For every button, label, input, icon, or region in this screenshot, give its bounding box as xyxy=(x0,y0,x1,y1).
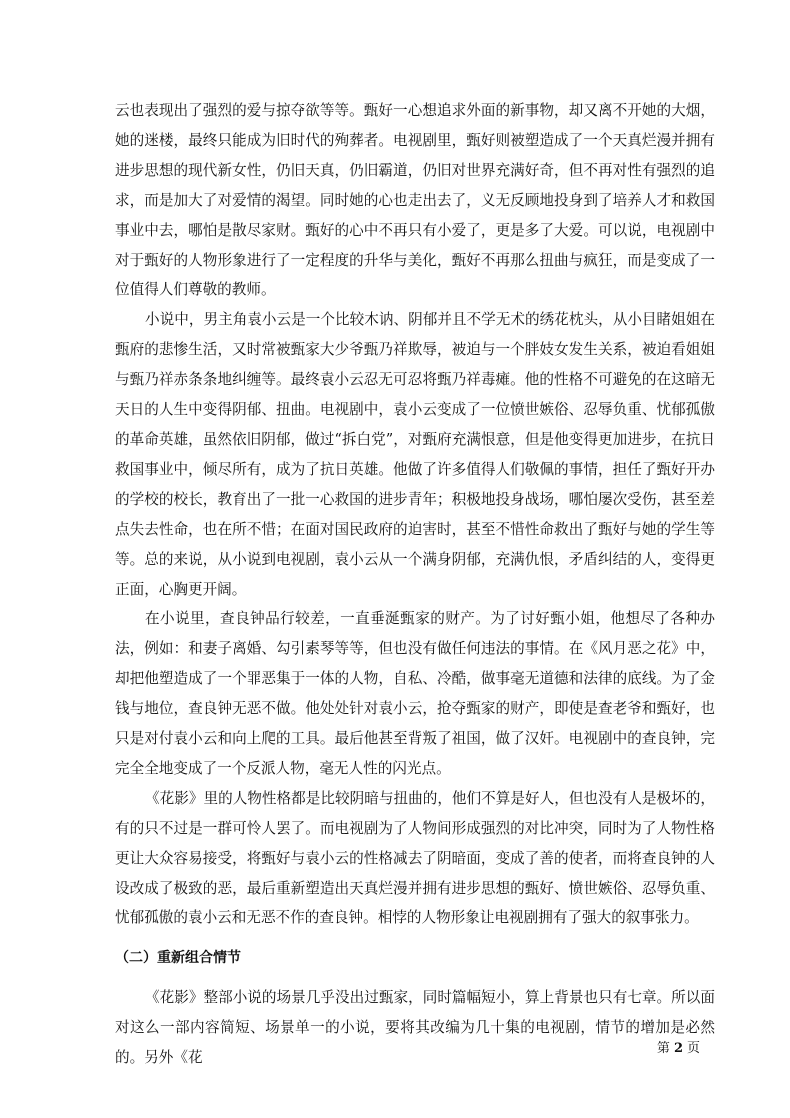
page-number-footer xyxy=(657,1040,700,1058)
paragraph-continuation: 云也表现出了强烈的爱与掠夺欲等等。甄好一心想追求外面的新事物，却又离不开她的大烟，她的迷楼，最终只能成为旧时代的殉葬者。电视剧里，甄好则被塑造成了一个天真烂漫并拥有进步思想的现代新女性，仍旧天真，仍旧霸道，仍旧对世界充满好奇，但不再对性有强烈的追求，而是加大了对爱情的渴望。同时她的心也走出去了，义无反顾地投身到了培养人才和救国事业中去，哪怕是散尽家财。甄好的心中不再只有小爱了，更是多了大爱。可以说，电视剧中对于甄好的人物形象进行了一定程度的升华与美化，甄好不再那么扭曲与疯狂，而是变成了一位值得人们尊敬的教师。 xyxy=(115,102,715,299)
page-number-prefix: 第 xyxy=(656,1041,670,1056)
paragraph-zha-liangzhong: 在小说里，查良钟品行较差，一直垂涎甄家的财产。为了讨好甄小姐，他想尽了各种办法，例如：和妻子离婚、勾引素琴等等，但也没有做任何违法的事情。在《风月恶之花》中，却把他塑造成了一个罪恶集于一体的人物，自私、冷酷，做事毫无道德和法律的底线。为了金钱与地位，查良钟无恶不做。他处处针对袁小云，抢夺甄家的财产，即使是查老爷和甄好，也只是对付袁小云和向上爬的工具。最后他甚至背叛了祖国，做了汉奸。电视剧中的查良钟，完完全全地变成了一个反派人物，毫无人性的闪光点。 xyxy=(115,610,715,777)
section-heading: （二）重新组合情节 xyxy=(115,950,241,967)
paragraph-yuan-xiaoyun: 小说中，男主角袁小云是一个比较木讷、阴郁并且不学无术的绣花枕头，从小目睹姐姐在甄府的悲惨生活，又时常被甄家大少爷甄乃祥欺辱，被迫与一个胖妓女发生关系，被迫看姐姐与甄乃祥赤条条地纠缠等。最终袁小云忍无可忍将甄乃祥毒瘫。他的性格不可避免的在这暗无天日的人生中变得阴郁、扭曲。电视剧中，袁小云变成了一位愤世嫉俗、忍辱负重、忧郁孤傲的革命英雄，虽然依旧阴郁，做过“拆白党”，对甄府充满恨意，但是他变得更加进步，在抗日救国事业中，倾尽所有，成为了抗日英雄。他做了许多值得人们敬佩的事情，担任了甄好开办的学校的校长，教育出了一批一心救国的进步青年；积极地投身战场，哪怕屡次受伤，甚至差点失去性命，也在所不惜；在面对国民政府的迫害时，甚至不惜性命救出了甄好与她的学生等等。总的来说，从小说到电视剧，袁小云从一个满身阴郁，充满仇恨，矛盾纠结的人，变得更正面，心胸更开阔。 xyxy=(115,311,715,598)
page-number: 2 xyxy=(673,1041,683,1056)
paragraph-plot-intro: 《花影》整部小说的场景几乎没出过甄家，同时篇幅短小，算上背景也只有七章。所以面对这么一部内容简短、场景单一的小说，要将其改编为几十集的电视剧，情节的增加是必然的。另外《花 xyxy=(115,989,715,1067)
page-number-suffix: 页 xyxy=(686,1041,700,1056)
page-body xyxy=(115,96,715,1073)
paragraph-character-summary: 《花影》里的人物性格都是比较阴暗与扭曲的，他们不算是好人，但也没有人是极坏的，有的只不过是一群可怜人罢了。而电视剧为了人物间形成强烈的对比冲突，同时为了人物性格更让大众容易接受，将甄好与袁小云的性格减去了阴暗面，变成了善的使者，而将查良钟的人设改成了极致的恶，最后重新塑造出天真烂漫并拥有进步思想的甄好、愤世嫉俗、忍辱负重、忧郁孤傲的袁小云和无恶不作的查良钟。相悖的人物形象让电视剧拥有了强大的叙事张力。 xyxy=(115,789,715,927)
